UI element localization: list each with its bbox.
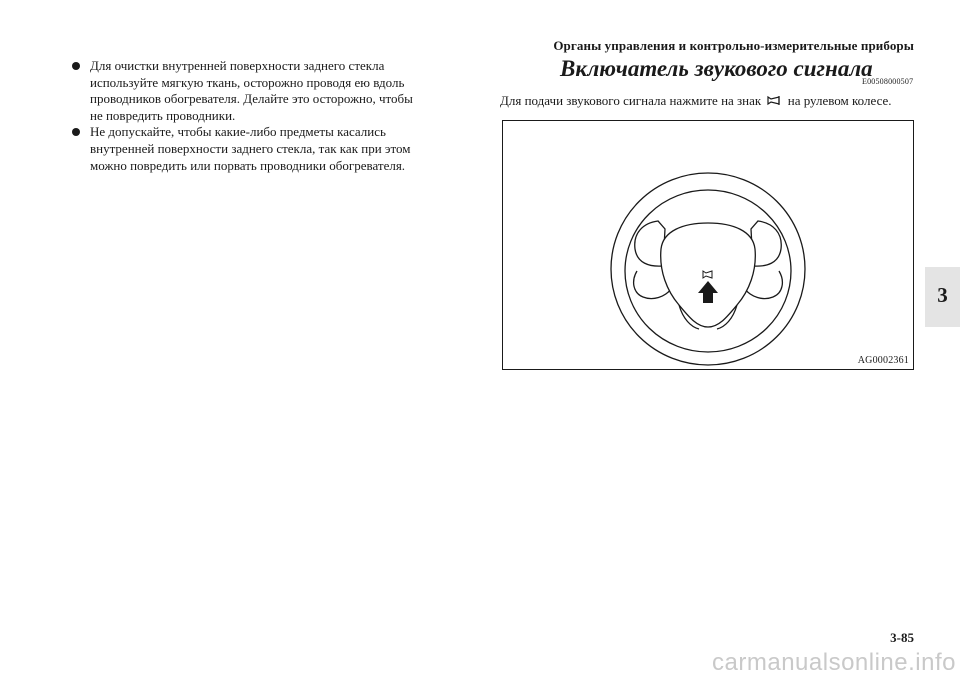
text-line: Не допускайте, чтобы какие-либо предметы касались (90, 124, 386, 140)
text-line: не повредить проводники. (90, 107, 236, 123)
text-line: используйте мягкую ткань, осторожно проводя ею вдоль (90, 74, 405, 90)
left-column (70, 58, 448, 174)
section-code: E00508000507 (862, 77, 914, 86)
bullet-icon (72, 128, 80, 136)
text-line: Для очистки внутренней поверхности заднего стекла (90, 58, 385, 73)
steering-wheel-figure (502, 120, 914, 370)
body-text-before: Для подачи звукового сигнала нажмите на знак (500, 93, 762, 108)
section-title: Включатель звукового сигнала (560, 56, 873, 81)
text-line: внутренней поверхности заднего стекла, так как при этом (90, 140, 411, 156)
text-line: можно повредить или порвать проводники обогревателя. (90, 157, 406, 173)
chapter-tab (925, 267, 960, 327)
text-line: проводников обогревателя. Делайте это осторожно, чтобы (90, 91, 413, 107)
bullet-item (70, 124, 448, 174)
section-body (500, 93, 930, 110)
page-number: 3-85 (890, 630, 914, 645)
bullet-icon (72, 62, 80, 70)
steering-wheel-icon (503, 121, 913, 369)
horn-icon (767, 94, 781, 110)
bullet-item (70, 58, 448, 124)
figure-id: AG0002361 (857, 355, 909, 366)
body-text-after: на рулевом колесе. (787, 93, 892, 108)
chapter-number: 3 (937, 283, 948, 307)
page-header: Органы управления и контрольно-измерительные приборы (553, 38, 914, 53)
watermark: carmanualsonline.info (712, 649, 956, 676)
